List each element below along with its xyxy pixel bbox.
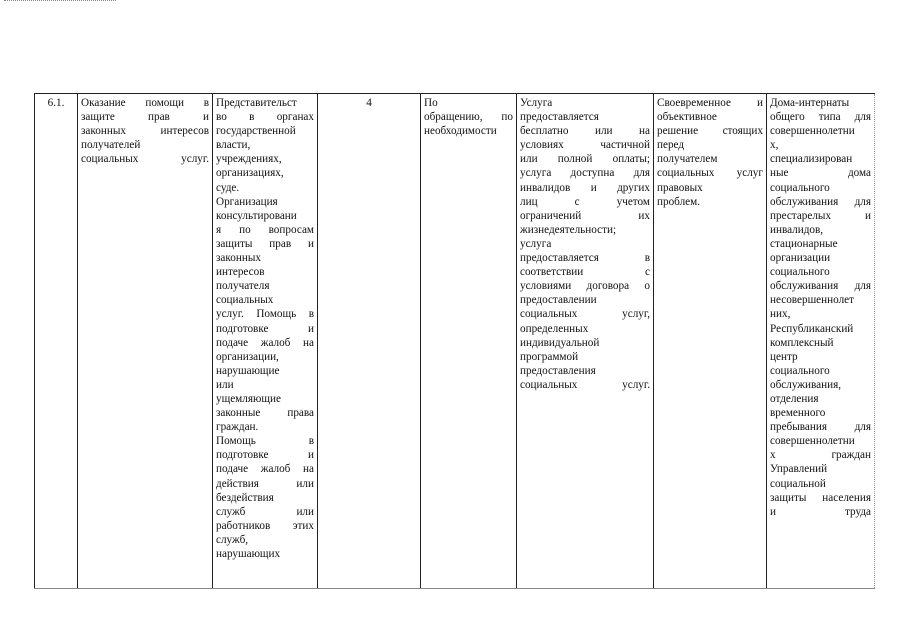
cell-text-line: подготовке и <box>216 322 314 335</box>
cell-text-line: обслуживания для <box>770 280 871 293</box>
cell-text-line: бесплатно или на <box>520 125 650 138</box>
cell-text-line: обслуживания для <box>770 195 871 208</box>
cell-text-line: Республиканский <box>770 322 854 335</box>
cell-text-line: совершеннолетни <box>770 435 855 448</box>
cell-text-line: организациях, <box>216 167 284 180</box>
cell-text-line: социальных услуг. <box>81 153 209 166</box>
cell-text-line: социальных услуг. <box>520 378 650 391</box>
cell-text-line: бездействия <box>216 491 274 504</box>
cell-text-line: суде. <box>216 181 240 194</box>
cell-text-line: служб, <box>216 533 249 546</box>
cell-text-line: нарушающие <box>216 364 280 377</box>
cell-text-line: защите прав и <box>81 111 209 124</box>
cell-text-line: предоставлении <box>520 294 597 307</box>
cell-text-line: я по вопросам <box>216 223 314 236</box>
cell-text-line: общего типа для <box>770 111 871 124</box>
cell-text-line: получателя <box>216 280 270 293</box>
frequency-cell <box>421 94 517 589</box>
cell-text-line: инвалидов, <box>770 223 824 236</box>
cell-text-line: социального <box>770 364 830 377</box>
service-name-cell <box>78 94 213 589</box>
cell-text-line: государственной <box>216 125 296 138</box>
cell-text-line: законных интересов <box>81 125 209 138</box>
cell-text-line: По <box>424 97 438 109</box>
cell-text-line: лиц с учетом <box>520 195 650 208</box>
cell-text-line: социальных услуг, <box>520 308 650 321</box>
table-row <box>35 94 875 589</box>
cell-text-line: организации, <box>216 350 279 363</box>
cell-text-line: ограничений их <box>520 209 650 222</box>
cell-text-line: нарушающих <box>216 548 281 560</box>
cell-text-line: во в органах <box>216 111 314 124</box>
cell-text-line: социальных услуг <box>657 167 763 180</box>
cell-text-line: Своевременное и <box>657 97 763 109</box>
cell-text-line: условиях частичной <box>520 139 650 152</box>
cell-text-line: обращению, по <box>424 111 513 124</box>
cell-text-line: защиты населения <box>770 491 871 504</box>
cell-text-line: законных <box>216 252 261 265</box>
cell-text-line: защиты прав и <box>216 237 314 250</box>
cell-text-line: обслуживания, <box>770 378 842 391</box>
cell-text-line: престарелых и <box>770 209 871 222</box>
cell-text-line: услуга доступна для <box>520 167 650 180</box>
cell-text-line: социального <box>770 266 830 279</box>
cell-text-line: жизнедеятельности; <box>520 223 617 236</box>
cell-text-line: определенных <box>520 322 589 335</box>
cell-text-line: условиями договора о <box>520 280 650 293</box>
cell-text-line: индивидуальной <box>520 336 600 349</box>
cell-text-line: получателем <box>657 153 718 166</box>
cell-text-line: стационарные <box>770 237 838 250</box>
cell-text-line: предоставления <box>520 364 596 377</box>
cell-text-line: предоставляется <box>520 111 599 124</box>
cell-text-line: Оказание помощи в <box>81 97 209 109</box>
cell-text-line: граждан. <box>216 421 259 434</box>
volume-value: 4 <box>366 97 372 109</box>
cell-text-line: подготовке и <box>216 449 314 462</box>
cell-text-line: услуг. Помощь в <box>216 308 314 321</box>
cell-text-line: ные дома <box>770 167 871 180</box>
cell-text-line: соответствии с <box>520 266 650 279</box>
cell-text-line: Помощь в <box>216 435 314 448</box>
cell-text-line: работников этих <box>216 519 314 532</box>
result-cell <box>654 94 767 589</box>
providers-cell <box>767 94 875 589</box>
cell-text-line: ущемляющие <box>216 392 281 405</box>
cell-text-line: законные права <box>216 407 314 420</box>
cell-text-line: учреждениях, <box>216 153 282 166</box>
cell-text-line: программой <box>520 350 579 363</box>
cell-text-line: предоставляется в <box>520 252 650 265</box>
services-table <box>34 93 875 589</box>
cell-text-line: объективное <box>657 111 717 124</box>
scan-edge-mark <box>4 0 116 1</box>
cell-text-line: специализирован <box>770 153 853 166</box>
cell-text-line: служб или <box>216 505 314 518</box>
cell-text-line: комплексный <box>770 336 834 349</box>
cell-text-line: социальной <box>770 477 826 490</box>
cell-text-line: правовых <box>657 181 703 194</box>
cell-text-line: отделения <box>770 392 819 405</box>
cell-text-line: или <box>216 378 234 391</box>
cell-text-line: консультировани <box>216 209 297 222</box>
cell-text-line: необходимости <box>424 125 497 138</box>
cell-text-line: подаче жалоб на <box>216 463 314 476</box>
cell-text-line: инвалидов и других <box>520 181 650 194</box>
cell-text-line: получателей <box>81 139 141 152</box>
cell-text-line: Представительст <box>216 97 297 109</box>
cell-text-line: несовершеннолет <box>770 294 855 307</box>
cell-text-line: подаче жалоб на <box>216 336 314 349</box>
cell-text-line: услуга <box>520 237 552 250</box>
cell-text-line: социальных <box>216 294 274 307</box>
cell-text-line: временного <box>770 407 826 420</box>
service-content-cell <box>213 94 318 589</box>
cell-text-line: проблем. <box>657 195 701 208</box>
cell-text-line: Организация <box>216 195 278 208</box>
cell-text-line: Управлений <box>770 463 828 476</box>
cell-text-line: центр <box>770 350 798 363</box>
cell-text-line: решение стоящих <box>657 125 763 138</box>
cell-text-line: организации <box>770 252 831 265</box>
cell-text-line: х, <box>770 139 779 152</box>
cell-text-line: или полной оплаты; <box>520 153 650 166</box>
cell-text-line: них, <box>770 308 791 321</box>
cell-text-line: власти, <box>216 139 251 152</box>
conditions-cell <box>517 94 654 589</box>
cell-text-line: действия или <box>216 477 314 490</box>
cell-text-line: интересов <box>216 266 265 279</box>
cell-text-line: социального <box>770 181 830 194</box>
cell-text-line: Услуга <box>520 97 553 109</box>
row-number-cell <box>35 94 78 589</box>
cell-text-line: совершеннолетни <box>770 125 855 138</box>
cell-text-line: Дома-интернаты <box>770 97 850 109</box>
cell-text-line: х граждан <box>770 449 871 462</box>
volume-cell <box>318 94 421 589</box>
cell-text-line: перед <box>657 139 685 152</box>
row-number: 6.1. <box>47 97 65 109</box>
cell-text-line: и труда <box>770 505 871 518</box>
cell-text-line: пребывания для <box>770 421 871 434</box>
